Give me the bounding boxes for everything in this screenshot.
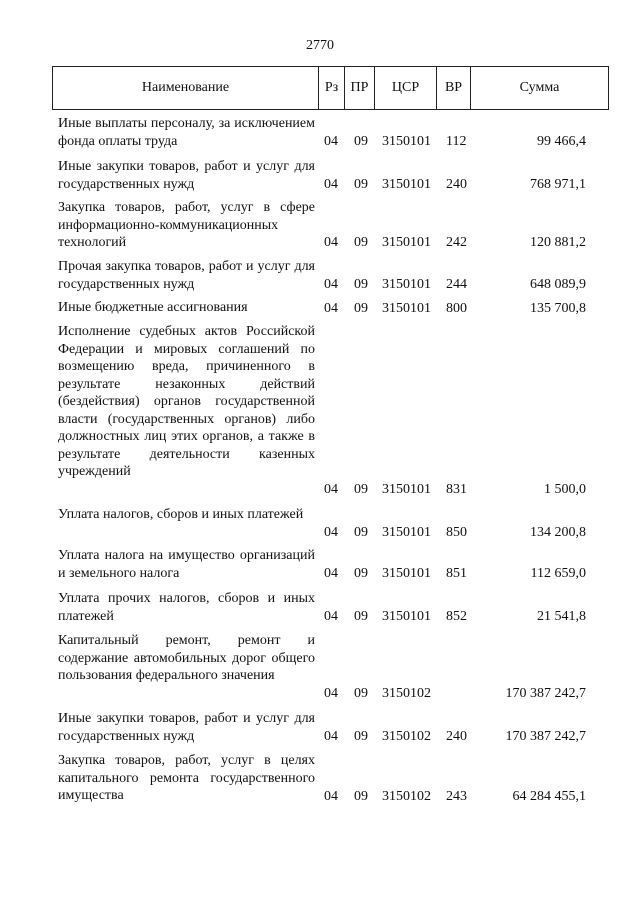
row-pr: 09: [354, 565, 368, 581]
row-rz: 04: [324, 176, 338, 192]
column-header-rz: Рз: [318, 67, 344, 109]
row-csr: 3150101: [382, 176, 431, 192]
row-vr: 831: [446, 481, 467, 497]
table-row: [0, 115, 640, 150]
row-pr: 09: [354, 608, 368, 624]
table-row: [0, 590, 640, 625]
row-name: Закупка товаров, работ, услуг в целях капитального ремонта государственного имущества: [58, 753, 315, 803]
table-row: [0, 506, 640, 541]
row-csr: 3150101: [382, 133, 431, 149]
row-csr: 3150101: [382, 565, 431, 581]
column-header-vr: ВР: [436, 67, 470, 109]
row-rz: 04: [324, 481, 338, 497]
row-pr: 09: [354, 234, 368, 250]
row-csr: 3150102: [382, 685, 431, 701]
row-vr: 244: [446, 276, 467, 292]
row-vr: 850: [446, 524, 467, 540]
row-vr: 240: [446, 176, 467, 192]
row-csr: 3150102: [382, 788, 431, 804]
row-pr: 09: [354, 176, 368, 192]
row-csr: 3150102: [382, 728, 431, 744]
row-rz: 04: [324, 608, 338, 624]
row-name: Прочая закупка товаров, работ и услуг для государственных нужд: [58, 259, 315, 292]
row-sum: 21 541,8: [537, 608, 586, 624]
table-row: [0, 547, 640, 582]
row-csr: 3150101: [382, 276, 431, 292]
table-row: [0, 752, 640, 805]
row-csr: 3150101: [382, 481, 431, 497]
row-rz: 04: [324, 788, 338, 804]
row-sum: 648 089,9: [530, 276, 586, 292]
row-name: Иные закупки товаров, работ и услуг для государственных нужд: [58, 159, 315, 192]
column-header-pr: ПР: [344, 67, 374, 109]
row-pr: 09: [354, 788, 368, 804]
row-pr: 09: [354, 524, 368, 540]
row-pr: 09: [354, 728, 368, 744]
row-name: Иные выплаты персоналу, за исключением фонда оплаты труда: [58, 116, 315, 149]
row-sum: 112 659,0: [530, 565, 586, 581]
row-sum: 170 387 242,7: [505, 685, 586, 701]
row-rz: 04: [324, 300, 338, 316]
row-vr: 112: [446, 133, 467, 149]
row-pr: 09: [354, 481, 368, 497]
row-rz: 04: [324, 524, 338, 540]
row-rz: 04: [324, 728, 338, 744]
row-vr: 240: [446, 728, 467, 744]
row-rz: 04: [324, 565, 338, 581]
table-row: [0, 258, 640, 293]
row-name: Уплата налогов, сборов и иных платежей: [58, 507, 304, 522]
row-name: Уплата прочих налогов, сборов и иных платежей: [58, 591, 315, 624]
row-name: Иные закупки товаров, работ и услуг для государственных нужд: [58, 711, 315, 744]
row-pr: 09: [354, 300, 368, 316]
table-row: [0, 632, 640, 702]
column-header-sum: Сумма: [470, 67, 608, 109]
table-row: [0, 199, 640, 251]
row-pr: 09: [354, 133, 368, 149]
table-row: [0, 158, 640, 193]
row-vr: 852: [446, 608, 467, 624]
row-rz: 04: [324, 234, 338, 250]
row-sum: 134 200,8: [530, 524, 586, 540]
row-csr: 3150101: [382, 300, 431, 316]
table-header: [52, 66, 609, 110]
row-sum: 1 500,0: [544, 481, 586, 497]
row-rz: 04: [324, 133, 338, 149]
row-sum: 135 700,8: [530, 300, 586, 316]
row-name: Закупка товаров, работ, услуг в сфере информационно-коммуникационных технологий: [58, 200, 315, 250]
row-vr: 800: [446, 300, 467, 316]
row-name: Исполнение судебных актов Российской Федерации и мировых соглашений по возмещению вреда, причиненного в результате незаконных действий (бездействия) органов государственной власти (государственных органов) либо должностных лиц этих органов, а также в результате деятельности казенных учреждений: [58, 324, 315, 479]
row-sum: 64 284 455,1: [512, 788, 586, 804]
row-csr: 3150101: [382, 608, 431, 624]
row-vr: 242: [446, 234, 467, 250]
table-row: [0, 299, 640, 317]
row-rz: 04: [324, 276, 338, 292]
column-header-name: Наименование: [141, 80, 230, 95]
table-row: [0, 710, 640, 745]
row-sum: 170 387 242,7: [505, 728, 586, 744]
row-name: Уплата налога на имущество организаций и земельного налога: [58, 548, 315, 581]
table-row: [0, 323, 640, 498]
row-csr: 3150101: [382, 524, 431, 540]
row-sum: 768 971,1: [530, 176, 586, 192]
row-sum: 120 881,2: [530, 234, 586, 250]
page-number: 2770: [306, 38, 334, 53]
row-rz: 04: [324, 685, 338, 701]
row-sum: 99 466,4: [537, 133, 586, 149]
row-pr: 09: [354, 685, 368, 701]
row-vr: 243: [446, 788, 467, 804]
row-csr: 3150101: [382, 234, 431, 250]
row-pr: 09: [354, 276, 368, 292]
row-vr: 851: [446, 565, 467, 581]
column-header-csr: ЦСР: [374, 67, 436, 109]
row-name: Иные бюджетные ассигнования: [58, 300, 248, 315]
row-name: Капитальный ремонт, ремонт и содержание автомобильных дорог общего пользования федерального значения: [58, 633, 315, 683]
